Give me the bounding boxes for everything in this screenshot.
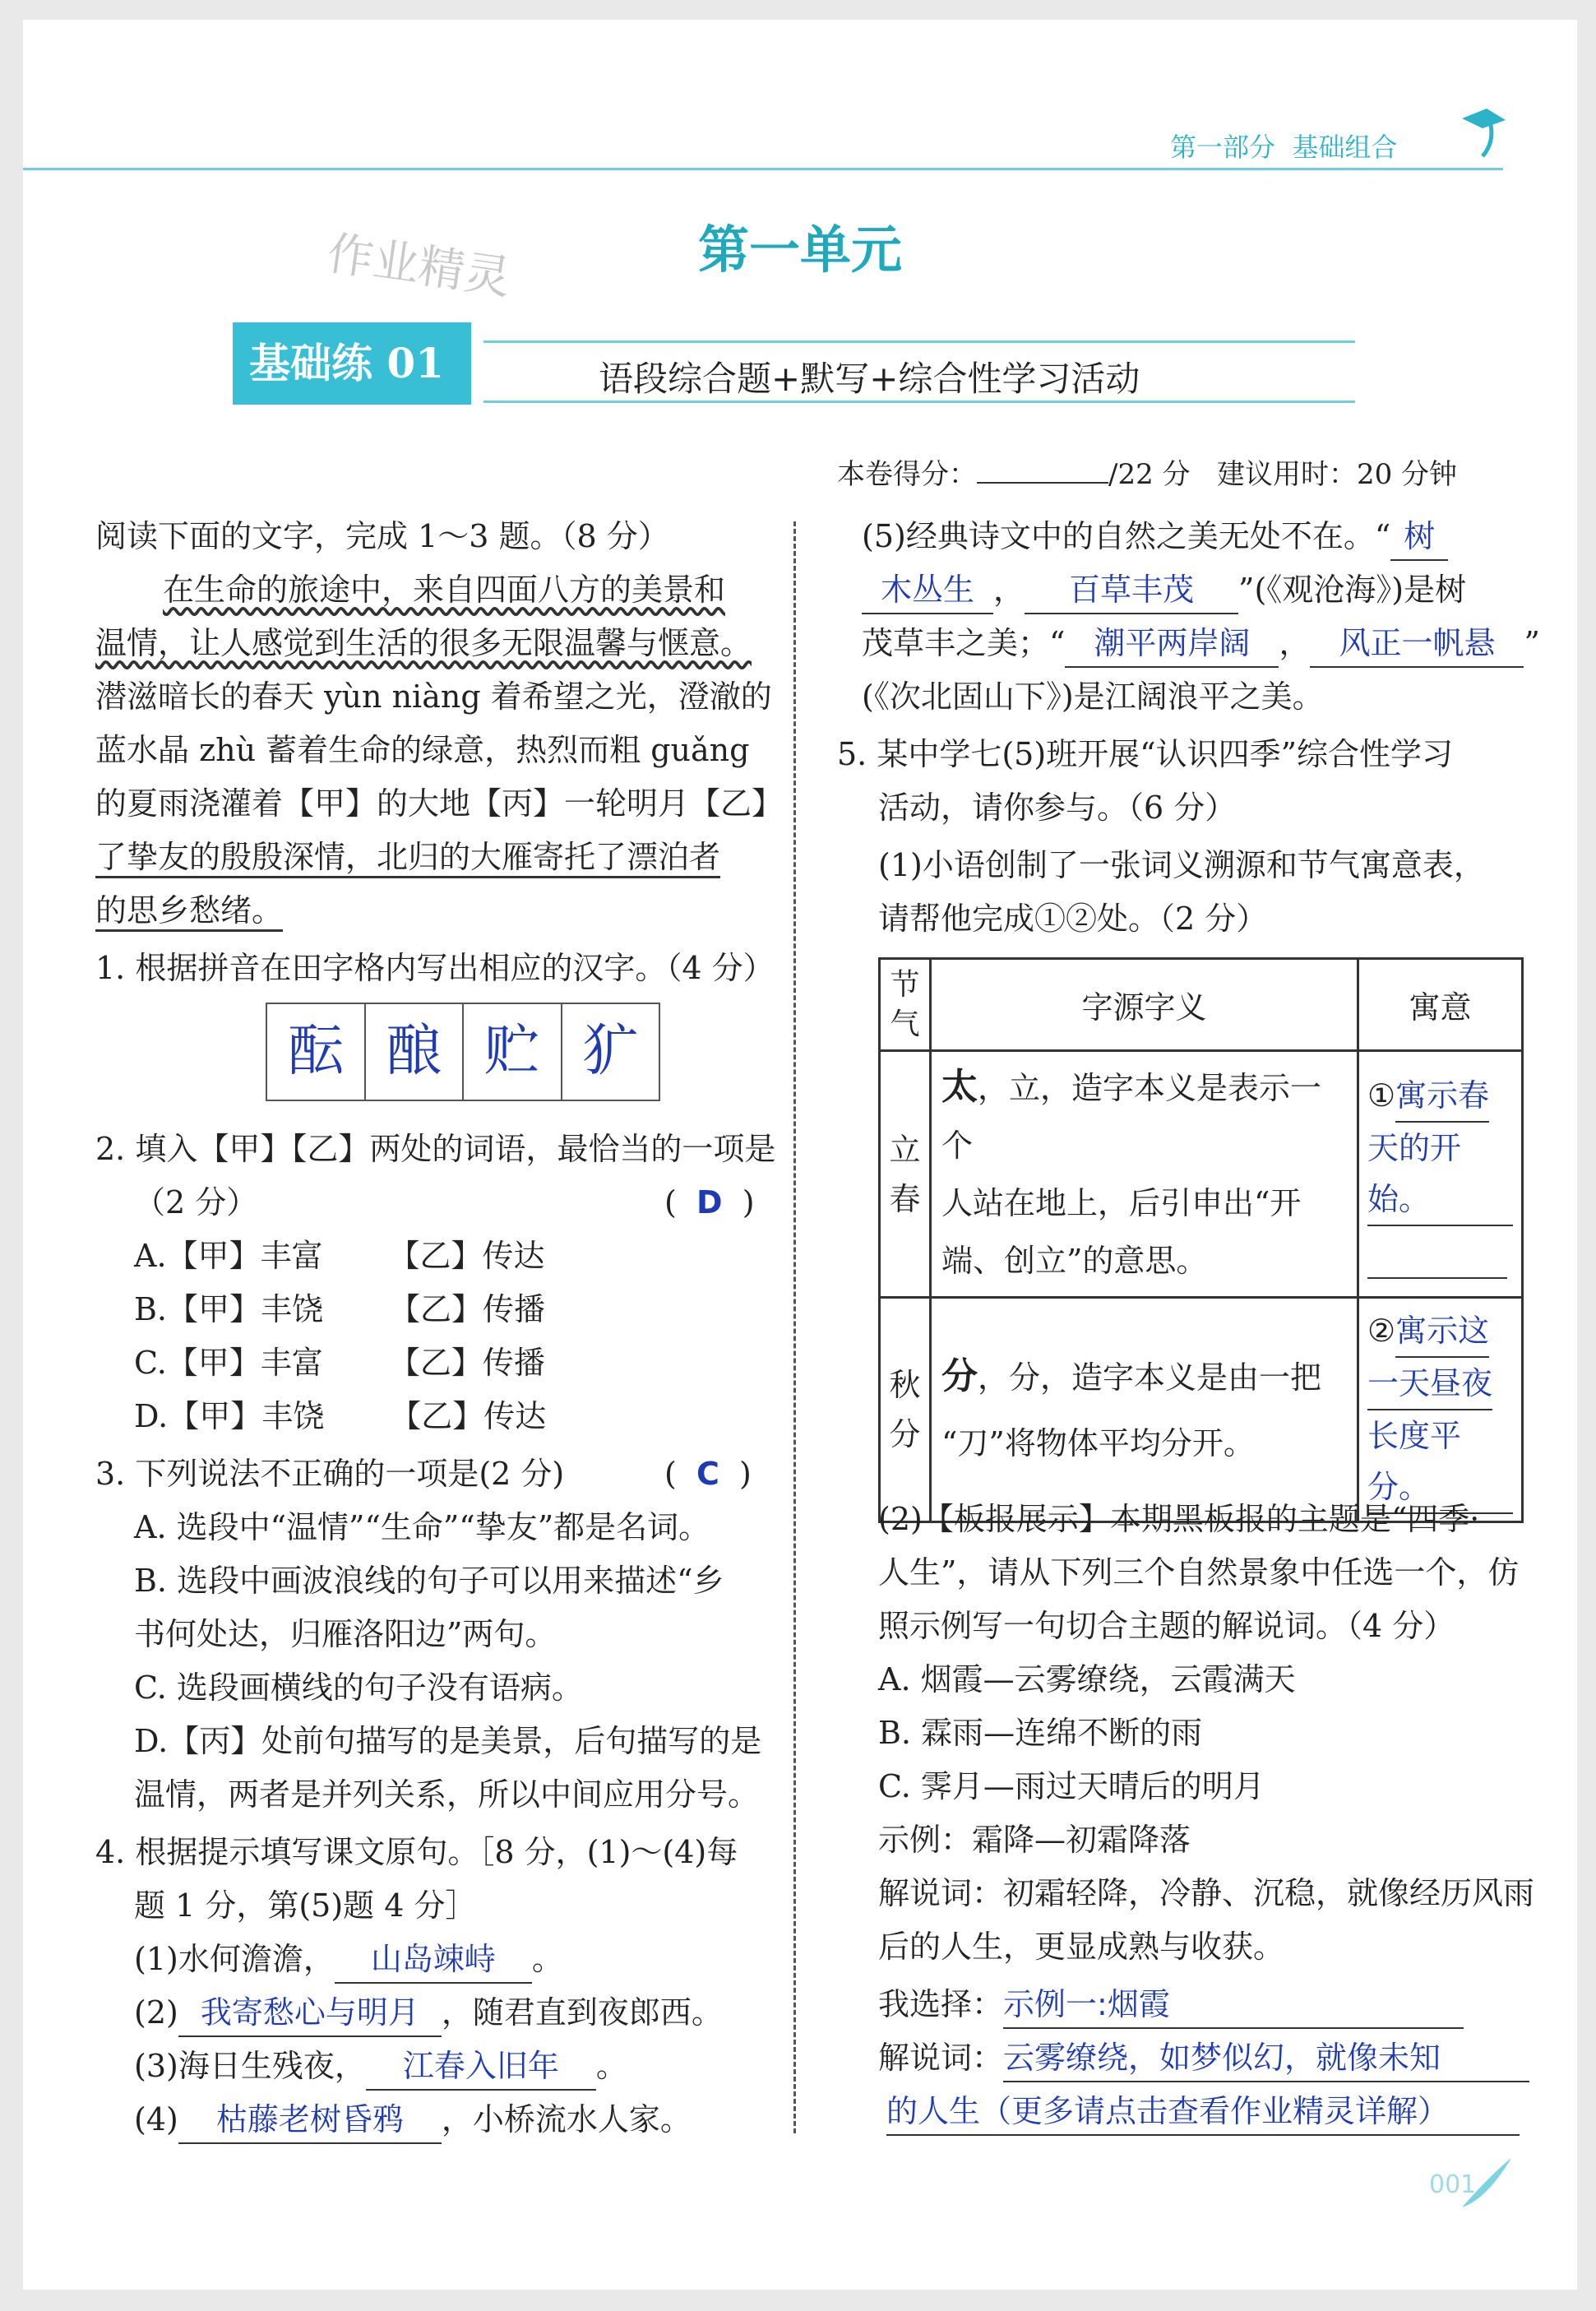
passage-line-3: 潜滋暗长的春天 yùn niàng 着希望之光，澄澈的 (95, 678, 772, 715)
q4-answer-3[interactable]: 江春入旧年 (366, 2043, 596, 2091)
table-meaning-qiufen[interactable]: ②寓示这 一天昼夜 长度平分。 (1358, 1298, 1523, 1522)
q4-answer-1[interactable]: 山岛竦峙 (335, 1936, 532, 1984)
q5-prompt: 5. 某中学七(5)班开展“认识四季”综合性学习 (837, 736, 1454, 772)
score-blank[interactable] (977, 482, 1108, 484)
passage-line-4: 蓝水晶 zhù 蓄着生命的绿意，热烈而粗 guǎng (95, 732, 750, 768)
q2-answer-bracket[interactable]: ( D ) (664, 1184, 755, 1220)
q3-answer-bracket[interactable]: ( C ) (664, 1456, 752, 1492)
passage-line-6: 了挚友的殷殷深情，北归的大雁寄托了漂泊者 (95, 839, 721, 875)
q45-answer-2[interactable]: 百草丰茂 (1025, 567, 1238, 614)
column-divider (793, 521, 796, 2133)
q52-line-1: (2)【板报展示】本期黑板报的主题是“四季· (878, 1501, 1480, 1537)
ancient-glyph-fen: 分 (941, 1355, 978, 1397)
q45-line-2: 木丛生 ， 百草丰茂 ”(《观沧海》)是树 (862, 567, 1466, 614)
q4-prompt-cont: 题 1 分，第(5)题 4 分］ (134, 1887, 477, 1924)
table-header-term: 节气 (880, 959, 931, 1051)
grid-cell-4[interactable]: 犷 (582, 1019, 639, 1084)
q2-option-b[interactable]: B.【甲】丰饶 【乙】传播 (134, 1291, 546, 1327)
q3-option-c[interactable]: C. 选段画横线的句子没有语病。 (134, 1670, 583, 1706)
q45-answer-4[interactable]: 风正一帆悬 (1310, 620, 1524, 668)
q3-option-a[interactable]: A. 选段中“温情”“生命”“挚友”都是名词。 (134, 1509, 710, 1545)
q52-option-c: C. 霁月—雨过天晴后的明月 (878, 1768, 1265, 1804)
q5-prompt-cont: 活动，请你参与。（6 分） (878, 790, 1237, 826)
q45-line-1: (5)经典诗文中的自然之美无处不在。“ 树 (862, 513, 1448, 561)
q4-item-2: (2) 我寄愁心与明月 ，随君直到夜郎西。 (134, 1989, 723, 2037)
table-header-origin: 字源字义 (931, 959, 1358, 1051)
banner-rule-top (483, 340, 1355, 343)
header-rule (23, 168, 1503, 170)
q1-prompt: 1. 根据拼音在田字格内写出相应的汉字。（4 分） (95, 950, 775, 986)
q3-option-b-cont: 书何处达，归雁洛阳边”两句。 (134, 1616, 557, 1652)
q3-option-b[interactable]: B. 选段中画波浪线的句子可以用来描述“乡 (134, 1563, 724, 1599)
q2-prompt: 2. 填入【甲】【乙】两处的词语，最恰当的一项是 (95, 1131, 776, 1167)
q2-option-a[interactable]: A.【甲】丰富 【乙】传达 (134, 1238, 545, 1274)
q45-answer-3[interactable]: 潮平两岸阔 (1065, 620, 1279, 668)
explain-answer-1[interactable]: 云雾缭绕，如梦似幻，就像未知 (1003, 2035, 1529, 2082)
q45-line-4: (《次北固山下》)是江阔浪平之美。 (862, 678, 1324, 715)
q4-item-3: (3)海日生残夜， 江春入旧年 。 (134, 2043, 627, 2091)
q45-line-3: 茂草丰之美；“ 潮平两岸阔 ， 风正一帆悬 ” (862, 620, 1540, 668)
q3-prompt: 3. 下列说法不正确的一项是(2 分) (95, 1456, 565, 1492)
score-label: 本卷得分： (837, 458, 977, 491)
q3-option-d-cont: 温情，两者是并列关系，所以中间应用分号。 (134, 1776, 760, 1813)
explain-line-2 (886, 2088, 1520, 2136)
exercise-tag (233, 322, 471, 405)
table-header-meaning: 寓意 (1358, 959, 1523, 1051)
q45-answer-1b[interactable]: 木丛生 (862, 567, 993, 614)
graduation-cap-icon (1458, 102, 1507, 160)
q2-score: （2 分） (134, 1184, 258, 1220)
choose-answer[interactable]: 示例一:烟霞 (1003, 1981, 1464, 2029)
q3-option-d[interactable]: D.【丙】处前句描写的是美景，后句描写的是 (134, 1723, 762, 1759)
solar-term-table (878, 957, 1524, 1523)
table-term-qiufen: 秋分 (880, 1298, 931, 1522)
q52-option-a: A. 烟霞—云雾缭绕，云霞满天 (878, 1661, 1296, 1697)
q4-answer-4[interactable]: 枯藤老树昏鸦 (178, 2096, 442, 2144)
time-label: 建议用时：20 分钟 (1216, 458, 1458, 491)
choose-line: 我选择：示例一:烟霞 (878, 1981, 1464, 2029)
table-origin-lichun: 太，立，造字本义是表示一个 人站在地上，后引申出“开 端、创立”的意思。 (931, 1051, 1358, 1298)
worksheet-page (23, 20, 1577, 2290)
q4-item-1: (1)水何澹澹， 山岛竦峙 。 (134, 1936, 563, 1984)
header-subsection: 基础组合 (1292, 132, 1398, 163)
q4-prompt: 4. 根据提示填写课文原句。［8 分，(1)～(4)每 (95, 1834, 738, 1870)
watermark: 作业精灵 (323, 226, 514, 306)
passage-line-7: 的思乡愁绪。 (95, 892, 284, 929)
score-line (837, 452, 1457, 492)
exercise-tag-text: 基础练 01 (249, 339, 444, 387)
q51-prompt: (1)小语创制了一张词义溯源和节气寓意表， (878, 847, 1485, 883)
header-section: 第一部分 (1170, 132, 1276, 163)
table-term-lichun: 立春 (880, 1051, 931, 1298)
explain-answer-2[interactable]: 的人生（更多请点击查看作业精灵详解） (886, 2088, 1520, 2136)
passage-line-1: 在生命的旅途中，来自四面八方的美景和 (163, 572, 726, 608)
q52-example-explain-cont: 后的人生，更显成熟与收获。 (878, 1929, 1285, 1965)
q52-line-3: 照示例写一句切合主题的解说词。（4 分） (878, 1608, 1455, 1644)
q2-option-c[interactable]: C.【甲】丰富 【乙】传播 (134, 1345, 545, 1381)
q52-example-explain: 解说词：初霜轻降，冷静、沉稳，就像经历风雨 (878, 1875, 1535, 1911)
section-label (1170, 127, 1397, 164)
exercise-topic: 语段综合题+默写+综合性学习活动 (599, 359, 1140, 399)
grid-cell-1[interactable]: 酝 (267, 1004, 366, 1100)
feather-icon (1454, 2150, 1520, 2216)
q52-option-b: B. 霖雨—连绵不断的雨 (878, 1715, 1203, 1751)
explain-line: 解说词：云雾缭绕，如梦似幻，就像未知 (878, 2035, 1529, 2082)
ancient-glyph-li: 太 (941, 1066, 978, 1108)
passage-line-2: 温情，让人感觉到生活的很多无限温馨与惬意。 (95, 625, 752, 661)
q51-prompt-cont: 请帮他完成①②处。（2 分） (878, 901, 1268, 937)
q2-option-d[interactable]: D.【甲】丰饶 【乙】传达 (134, 1398, 547, 1434)
table-origin-qiufen: 分，分，造字本义是由一把 “刀”将物体平均分开。 (931, 1298, 1358, 1522)
grid-cell-2[interactable]: 酿 (366, 1004, 465, 1100)
passage-line-5: 的夏雨浇灌着【甲】的大地【丙】一轮明月【乙】 (95, 785, 784, 822)
page-number: 001 (1429, 2170, 1477, 2199)
q4-item-4: (4) 枯藤老树昏鸦 ，小桥流水人家。 (134, 2096, 692, 2144)
q52-line-2: 人生”，请从下列三个自然景象中任选一个，仿 (878, 1554, 1520, 1591)
q52-example: 示例：霜降—初霜降落 (878, 1822, 1191, 1858)
score-total: /22 分 (1108, 458, 1191, 491)
unit-title: 第一单元 (697, 220, 902, 280)
table-meaning-lichun[interactable]: ①寓示春 天的开始。 (1358, 1051, 1523, 1298)
q4-answer-2[interactable]: 我寄愁心与明月 (178, 1989, 442, 2037)
q45-answer-1a[interactable]: 树 (1390, 513, 1448, 561)
tianzige-grid (266, 1003, 660, 1101)
grid-cell-3[interactable]: 贮 (464, 1004, 562, 1100)
reading-intro: 阅读下面的文字，完成 1～3 题。（8 分） (95, 518, 669, 554)
